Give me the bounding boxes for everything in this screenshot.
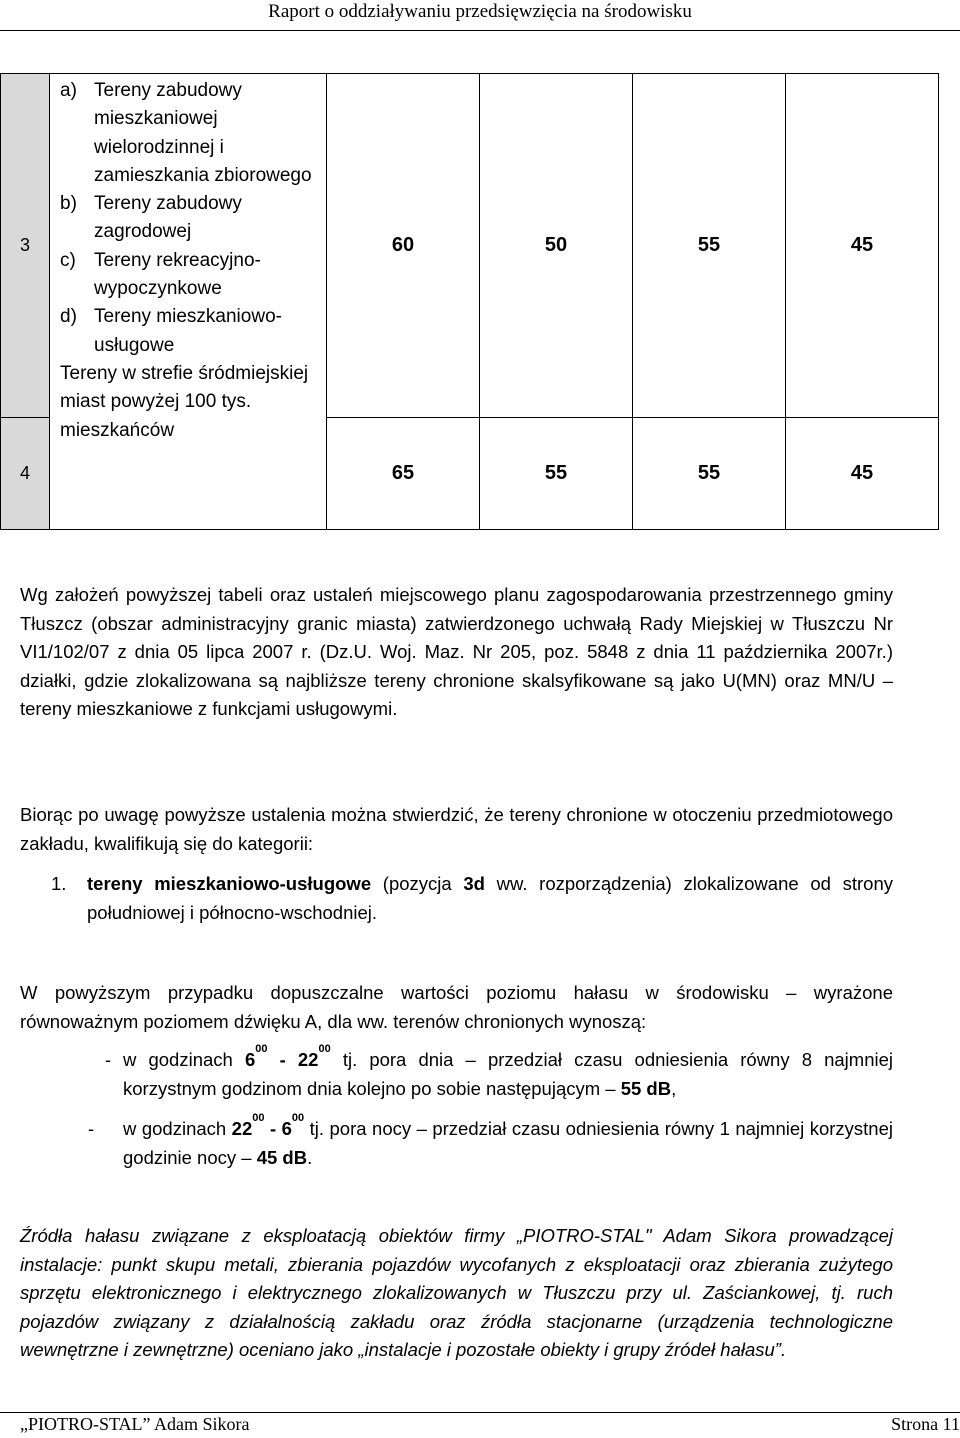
value-cell: 65: [327, 418, 480, 530]
row-number: 3: [1, 74, 50, 418]
value-cell: 45: [786, 74, 939, 418]
value-cell: 60: [327, 74, 480, 418]
list-number: 1.: [51, 873, 67, 894]
list-item: d) Tereny mieszkaniowo-usługowe: [60, 306, 282, 356]
list-item: b) Tereny zabudowy zagrodowej: [60, 193, 242, 243]
list-item: a) Tereny zabudowy mieszkaniowej wielorodzinnej i zamieszkania zbiorowego: [60, 80, 312, 186]
value-cell: 50: [480, 74, 633, 418]
value-cell: 55: [633, 418, 786, 530]
header-rule: [0, 30, 960, 31]
area-list: [60, 77, 318, 360]
limit-day-text: w godzinach $6^{00} - 22^{00}$ tj. pora dnia – przedział czasu odniesienia równy 8 najmniej korzystnym godzinom dnia kolejno po sobie następującym – 55 dB,: [123, 1043, 893, 1099]
noise-limits-table: [0, 73, 939, 530]
paragraph-categories: Biorąc po uwagę powyższe ustalenia można stwierdzić, że tereny chronione w otoczeniu przedmiotowego zakładu, kwalifikują się do kategorii:: [20, 804, 893, 854]
header-title: Raport o oddziaływaniu przedsięwzięcia na środowisku: [268, 1, 692, 22]
footer-rule: [0, 1412, 960, 1413]
value-cell: 55: [633, 74, 786, 418]
list-item: c) Tereny rekreacyjno-wypoczynkowe: [60, 249, 261, 300]
paragraph-plan: Wg założeń powyższej tabeli oraz ustaleń miejscowego planu zagospodarowania przestrzennego gminy Tłuszcz (obszar administracyjny granic miasta) zatwierdzonego uchwałą Rady Miejskiej w Tłuszczu Nr VI1/102/07 z dnia 05 lipca 2007 r. (Dz.U. Woj. Maz. Nr 205, poz. 5848 z dnia 11 października 2007r.) działki, gdzie zlokalizowana są najbliższe tereny chronione skalsyfikowane są jako U(MN) oraz MN/U – tereny mieszkaniowe z funkcjami usługowymi.: [20, 584, 893, 719]
footer-company: „PIOTRO-STAL” Adam Sikora: [20, 1414, 250, 1434]
value-cell: 55: [480, 418, 633, 530]
page-header: [0, 0, 960, 24]
limit-night-text: w godzinach $22^{00} - 6^{00}$ tj. pora nocy – przedział czasu odniesienia równy 1 najmniej korzystnej godzinie nocy – 45 dB.: [123, 1112, 893, 1168]
dash-marker: -: [105, 1049, 112, 1070]
row-number: 4: [1, 418, 50, 530]
value-cell: 45: [786, 418, 939, 530]
area-text-row4: Tereny w strefie śródmiejskiej miast powyżej 100 tys. mieszkańców: [60, 362, 309, 441]
page-number: Strona 11: [891, 1414, 960, 1434]
paragraph-limits: W powyższym przypadku dopuszczalne wartości poziomu hałasu w środowisku – wyrażone równoważnym poziomem dźwięku A, dla ww. terenów chronionych wynoszą:: [20, 982, 893, 1032]
dash-marker: -: [88, 1118, 95, 1139]
page-footer: [20, 1414, 960, 1435]
paragraph-sources: Źródła hałasu związane z eksploatacją obiektów firmy „PIOTRO-STAL" Adam Sikora prowadzącej instalacje: punkt skupu metali, zbierania pojazdów wycofanych z eksploatacji oraz zbierania zużytego sprzętu elektronicznego i elektrycznego zlokalizowanych w Tłuszczu przy ul. Zaściankowej, tj. ruch pojazdów związany z działalnością zakładu oraz źródła stacjonarne (urządzenia technologiczne wewnętrzne i zewnętrzne) oceniano jako „instalacje i pozostałe obiekty i grupy źródeł hałasu”.: [20, 1225, 893, 1360]
category-text: tereny mieszkaniowo-usługowe (pozycja 3d ww. rozporządzenia) zlokalizowane od strony południowej i północno-wschodniej.: [87, 873, 893, 923]
limit-day: [20, 1043, 893, 1103]
limit-night: [20, 1112, 893, 1172]
area-description: [50, 74, 327, 530]
table-row: [1, 74, 939, 418]
category-list-item: [20, 870, 893, 927]
